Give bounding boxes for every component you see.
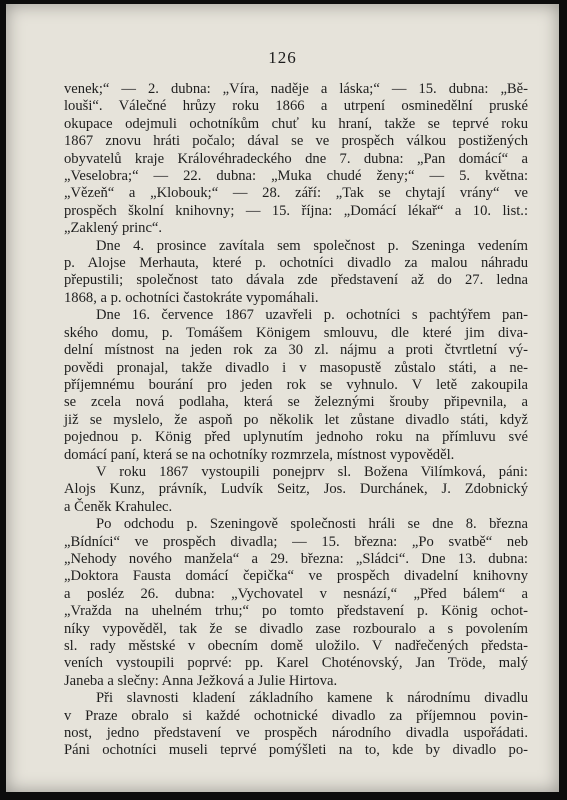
text-line: Při slavnosti kladení základního kamene k národnímu divadlu <box>96 690 528 707</box>
text-line: Dne 4. prosince zavítala sem společnost p. Szeninga vedením <box>96 237 528 254</box>
text-line: „Vězeň“ a „Klobouk;“ — 28. září: „Tak se chytají vrány“ ve <box>64 185 528 202</box>
text-line: v Praze obralo si každé ochotnické divadlo za příjemnou povin- <box>64 707 528 724</box>
text-line: se zcela nová podlaha, která se železnými šrouby připevnila, a <box>64 394 528 411</box>
text-line: V roku 1867 vystoupili ponejprv sl. Božena Vilímková, páni: <box>96 463 528 480</box>
text-line: a Čeněk Krahulec. <box>64 498 173 515</box>
page-number: 126 <box>268 48 297 67</box>
text-line: obyvatelů kraje Královéhradeckého dne 7. dubna: „Pan domácí“ a <box>64 150 528 167</box>
text-line: 1868, a p. ochotníci častokráte vypomáhali. <box>64 289 319 306</box>
text-line: ského domu, p. Tomášem Königem smlouvu, dle které jim diva- <box>64 324 528 341</box>
body-text <box>64 81 528 760</box>
text-line: „Nehody nového manžela“ a 29. března: „Sládci“. Dne 13. dubna: <box>64 550 528 567</box>
text-line: Po odchodu p. Szeningově společnosti hráli se dne 8. března <box>96 516 528 533</box>
text-line: louši“. Válečné hrůzy roku 1866 a utrpení osminedělní pruské <box>64 98 528 115</box>
text-line: přepustili; společnost tato dávala zde představení až do 27. ledna <box>64 272 528 289</box>
book-page <box>6 4 559 792</box>
text-line: sl. rady městské v obecním domě uložilo. V nadřečených předsta- <box>64 638 528 654</box>
text-line: příjemnému bourání pro jeden rok se vyhnulo. V letě zakoupila <box>64 376 528 393</box>
text-line: „Veselobra;“ — 22. dubna: „Muka chudé ženy;“ — 5. května: <box>64 168 528 185</box>
text-line: domácí paní, která se na ochotníky rozmrzela, místnost vypověděl. <box>64 446 455 463</box>
text-line: Dne 16. července 1867 uzavřeli p. ochotníci s pachtýřem pan- <box>96 307 528 324</box>
text-line: níky vypověděl, tak že se divadlo zase rozbouralo a s povolením <box>64 620 528 637</box>
text-line: a posléz 26. dubna: „Vychovatel v nesnází,“ „Před bálem“ a <box>64 585 528 602</box>
text-line: povědi pronajal, takže divadlo i v masopustě zůstalo státi, a ne- <box>64 359 528 376</box>
text-line: pojednou p. König před uplynutím jednoho roku na přímluvu své <box>64 429 528 446</box>
text-line: nost, jedno představení ve prospěch národního divadla uspořádati. <box>64 725 528 742</box>
text-line: 1867 znovu hráti počalo; dával se ve prospěch válkou postižených <box>64 133 528 150</box>
text-line: „Vražda na uhelném trhu;“ po tomto představení p. König ochot- <box>64 603 528 620</box>
text-line: prospěch školní knihovny; — 15. října: „Domácí lékař“ a 10. list.: <box>64 202 528 219</box>
text-line: Alojs Kunz, právník, Ludvík Seitz, Jos. Durchánek, J. Zdobnický <box>64 481 528 498</box>
text-line: Páni ochotníci museli teprvé pomýšleti na to, kde by divadlo po- <box>64 742 528 759</box>
text-line: delní místnost na jeden rok za 30 zl. nájmu a proti čtvrtletní vý- <box>64 342 528 359</box>
text-line: „Zaklený princ“. <box>64 220 163 237</box>
text-line: okupace odejmuli ochotníkům chuť ku hraní, takže se teprvé roku <box>64 115 528 132</box>
text-line: p. Alojse Merhauta, které p. ochotníci divadlo za malou náhradu <box>64 255 528 272</box>
text-line: „Bídníci“ ve prospěch divadla; — 15. března: „Po svatbě“ neb <box>64 533 528 550</box>
text-line: Janeba a slečny: Anna Ježková a Julie Hirtova. <box>64 672 338 689</box>
text-line: „Doktora Fausta domácí čepička“ ve prospěch divadelní knihovny <box>64 568 528 585</box>
text-line: veních vystoupili poprvé: pp. Karel Choténovský, Jan Tröde, malý <box>64 655 528 672</box>
text-line: již se myslelo, že aspoň po několik let zůstane divadlo státi, když <box>64 411 528 428</box>
text-line: venek;“ — 2. dubna: „Víra, naděje a láska;“ — 15. dubna: „Bě- <box>64 81 528 97</box>
